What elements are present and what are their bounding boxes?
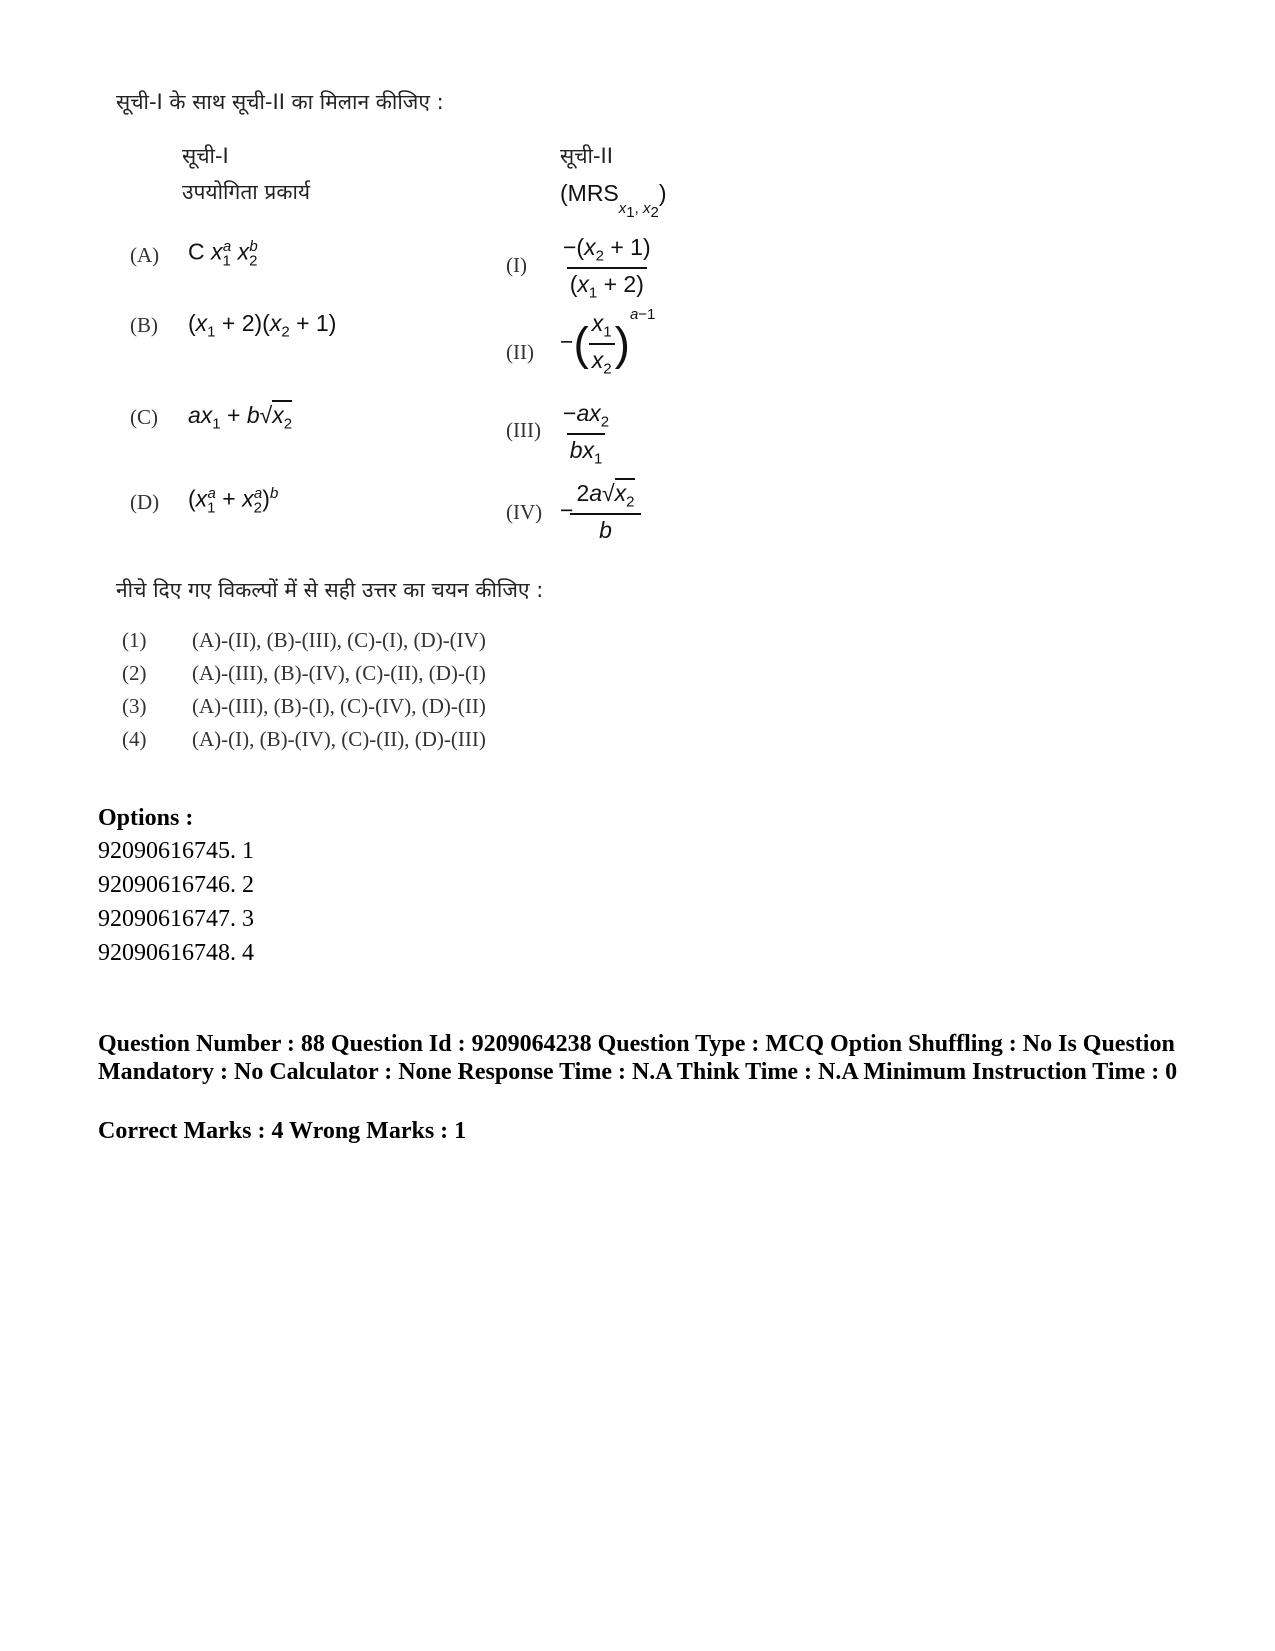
list1-expr-c: $ax_1 + b√x_2$ bbox=[188, 402, 293, 433]
choice-text: (A)-(III), (B)-(IV), (C)-(II), (D)-(I) bbox=[192, 661, 486, 685]
choice-text: (A)-(III), (B)-(I), (C)-(IV), (D)-(II) bbox=[192, 694, 486, 718]
list2-expr-iv: − $\frac{2a√x_2}{b}$ bbox=[560, 480, 638, 544]
list1-expr-b: $(x_1 + 2)(x_2 + 1)$ bbox=[188, 310, 337, 341]
list1-title: सूची-I bbox=[182, 144, 229, 168]
list1-expr-d: $(x_1^a + x_2^a)^b$ bbox=[188, 485, 279, 517]
list2-label-i: (I) bbox=[506, 253, 527, 277]
choice-num: (3) bbox=[122, 694, 147, 718]
list1-subtitle: उपयोगिता प्रकार्य bbox=[182, 180, 311, 204]
marks-info: Correct Marks : 4 Wrong Marks : 1 bbox=[98, 1118, 467, 1144]
list2-subtitle: $(MRS_{x_1, x_2})$ bbox=[560, 180, 667, 221]
choice-num: (1) bbox=[122, 628, 147, 652]
list1-label-c: (C) bbox=[130, 405, 158, 429]
list2-expr-i: $\frac{-(x_2 + 1)}{(x_1 + 2)}$ bbox=[563, 234, 651, 302]
list1-label-b: (B) bbox=[130, 313, 158, 337]
list2-expr-ii: −( $\frac{x_1}{x_2}$ )$^{a-1}$ bbox=[560, 306, 656, 378]
list2-title: सूची-II bbox=[560, 144, 613, 168]
options-heading: Options : bbox=[98, 805, 194, 831]
list1-expr-a: C $x_1^a$ $x_2^b$ bbox=[188, 238, 258, 270]
list2-label-iv: (IV) bbox=[506, 500, 543, 524]
match-instruction: सूची-I के साथ सूची-II का मिलान कीजिए : bbox=[116, 90, 444, 114]
option-item: 92090616747. 3 bbox=[98, 906, 254, 932]
list2-label-ii: (II) bbox=[506, 340, 534, 364]
list2-expr-iii: $\frac{-ax_2}{bx_1}$ bbox=[563, 400, 610, 468]
choose-prompt: नीचे दिए गए विकल्पों में से सही उत्तर का चयन कीजिए : bbox=[116, 578, 544, 602]
choice-text: (A)-(II), (B)-(III), (C)-(I), (D)-(IV) bbox=[192, 628, 486, 652]
option-item: 92090616745. 1 bbox=[98, 838, 254, 864]
choice-num: (4) bbox=[122, 727, 147, 751]
list2-label-iii: (III) bbox=[506, 418, 541, 442]
list1-label-d: (D) bbox=[130, 490, 160, 514]
option-item: 92090616746. 2 bbox=[98, 872, 254, 898]
question-meta: Question Number : 88 Question Id : 9209064238 Question Type : MCQ Option Shuffling : No Is Question Mandatory : No Calculator : None Response Time : N.A Think Time : N.A Minimum Instruction Time : 0 bbox=[98, 1031, 1178, 1085]
option-item: 92090616748. 4 bbox=[98, 940, 254, 966]
choice-num: (2) bbox=[122, 661, 147, 685]
choice-text: (A)-(I), (B)-(IV), (C)-(II), (D)-(III) bbox=[192, 727, 486, 751]
list1-label-a: (A) bbox=[130, 243, 160, 267]
